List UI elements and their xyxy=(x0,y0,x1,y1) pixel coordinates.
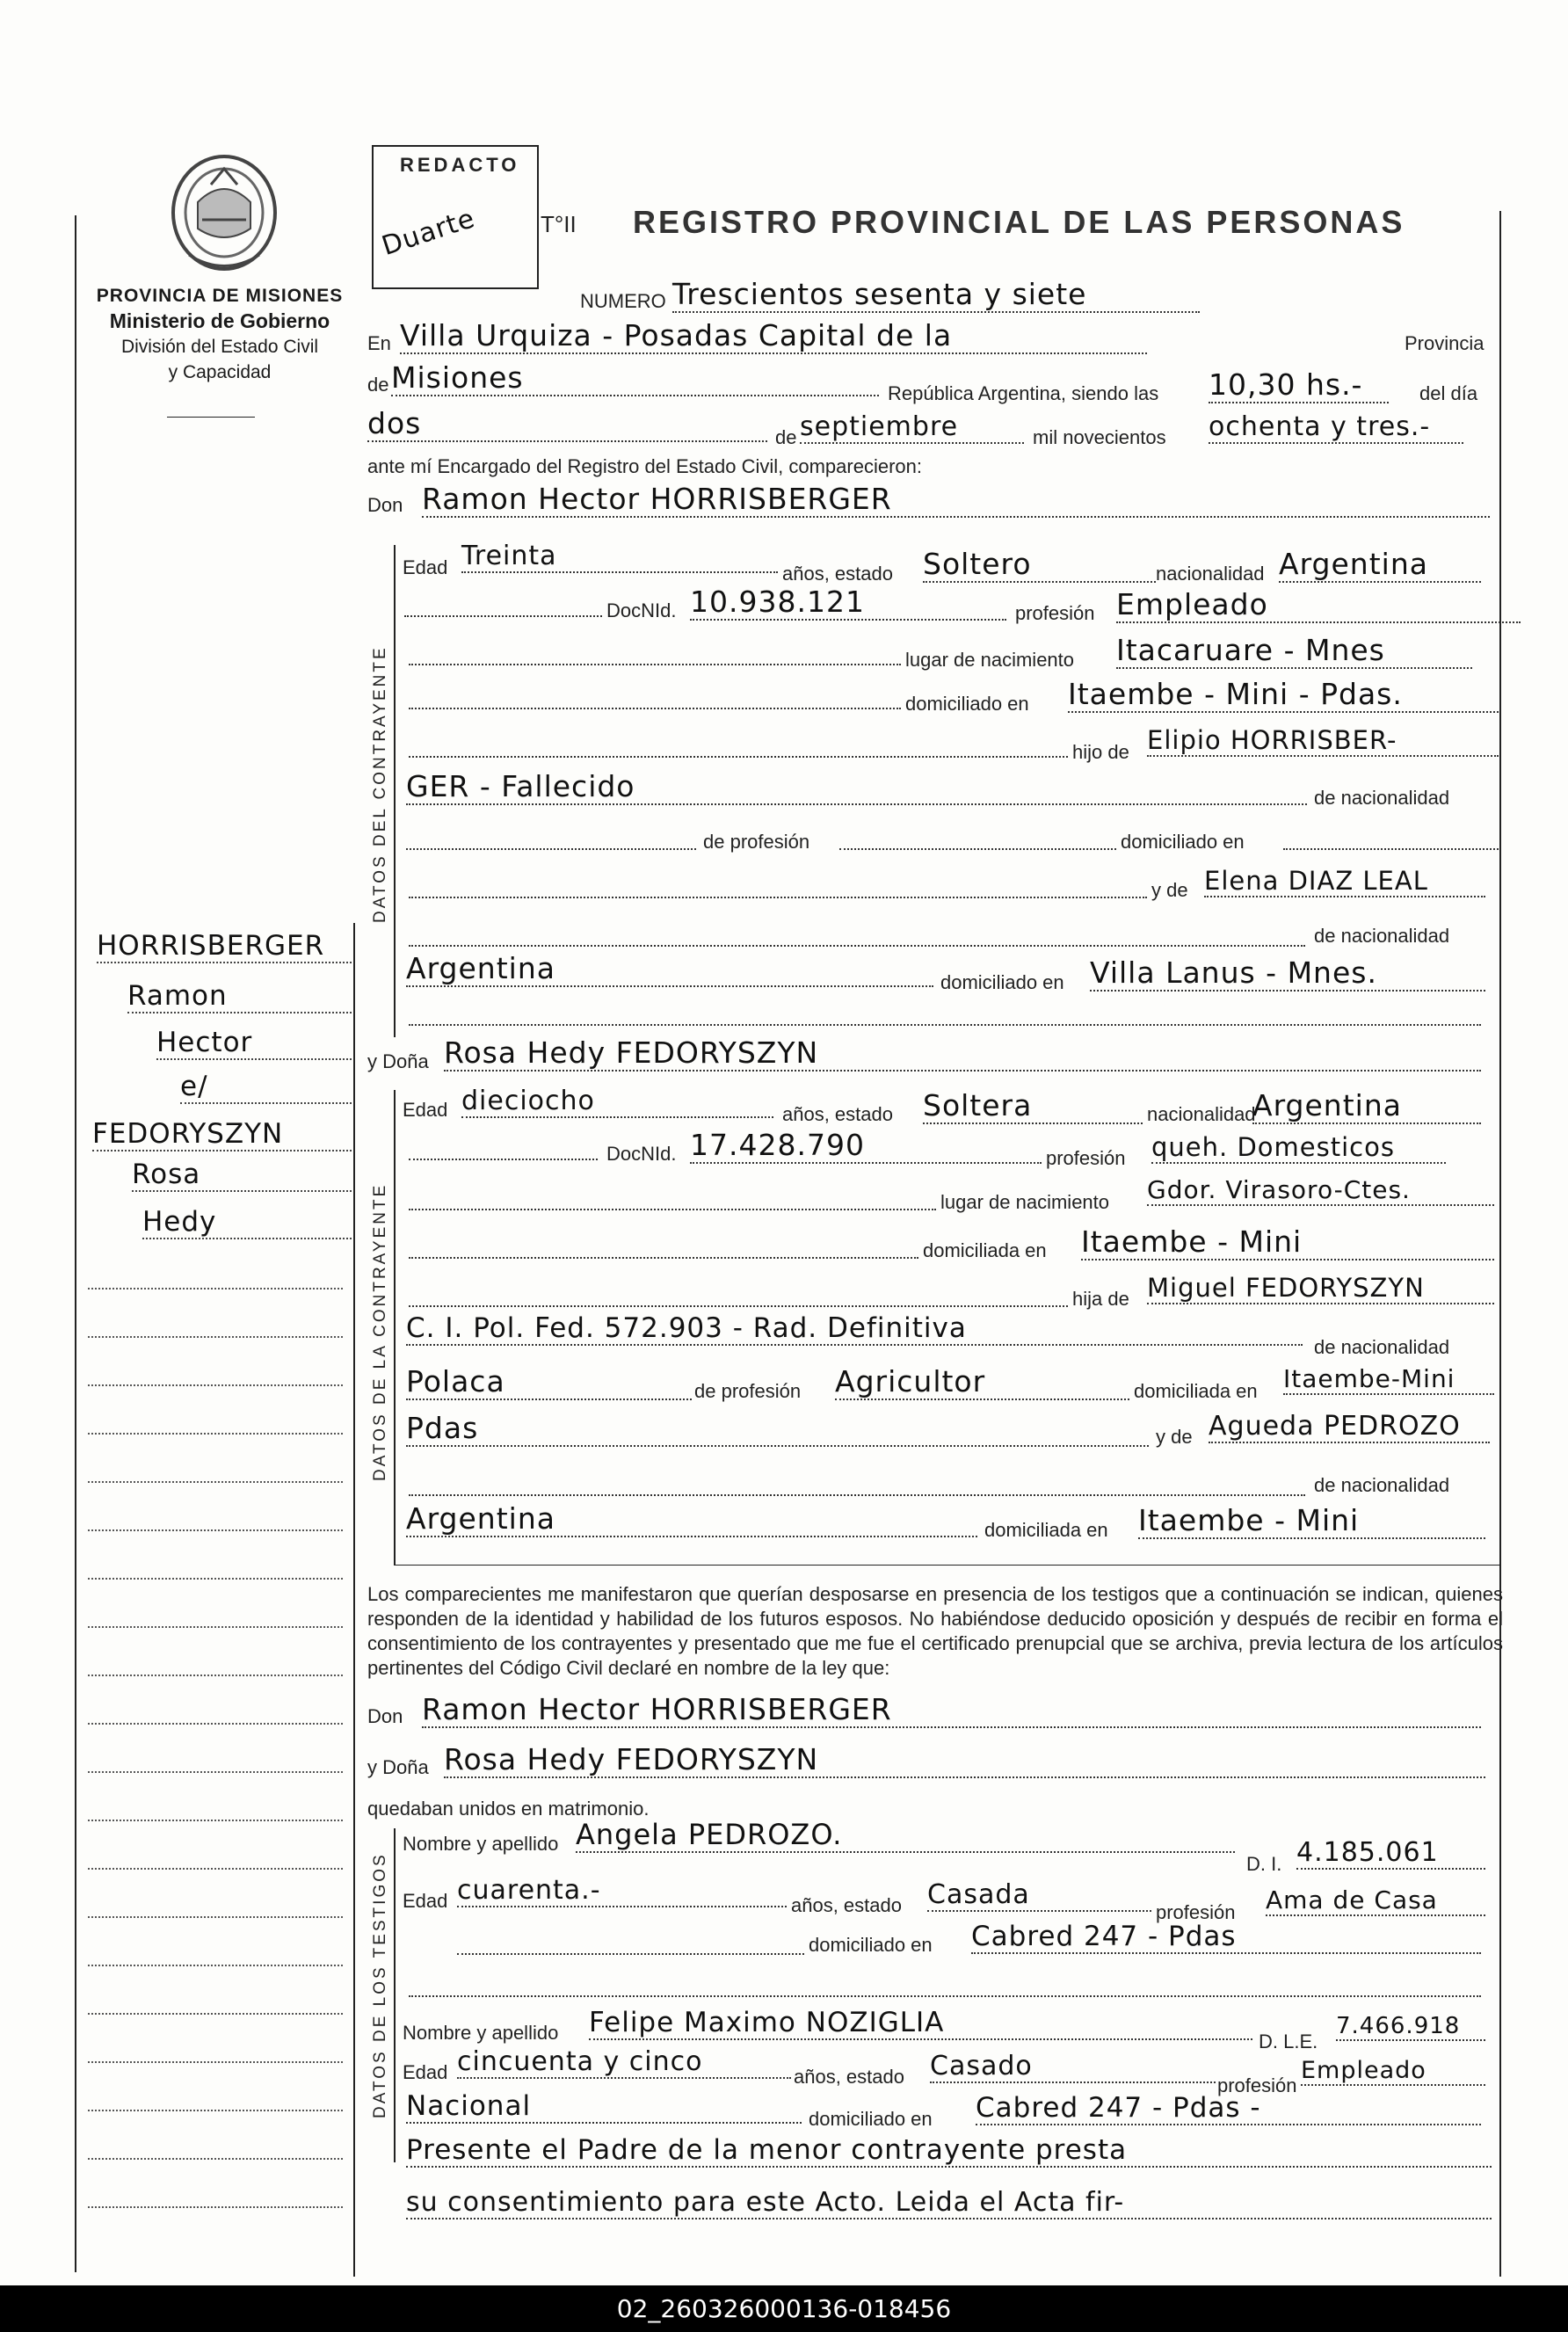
t2-di-value: 7.466.918 xyxy=(1336,2013,1485,2041)
decl-don-label: Don xyxy=(367,1705,403,1727)
c-padre-prof-line-start xyxy=(406,848,696,850)
hora-value: 10,30 hs.- xyxy=(1209,367,1389,403)
f-madre-value: Agueda PEDROZO xyxy=(1209,1411,1490,1443)
c-madre-nac-label: de nacionalidad xyxy=(1314,925,1450,947)
redacto-box xyxy=(372,145,539,289)
f-domicilio-label: domiciliada en xyxy=(923,1239,1047,1261)
en-value: Villa Urquiza - Posadas Capital de la xyxy=(400,318,1147,354)
f-section-bottom-rule xyxy=(394,1565,1499,1566)
t2-nombre-value: Felipe Maximo NOZIGLIA xyxy=(589,2007,1252,2040)
f-profesion-label: profesión xyxy=(1046,1147,1126,1169)
margin-line xyxy=(88,2158,343,2160)
de-label: de xyxy=(367,374,389,396)
decl-dona-value: Rosa Hedy FEDORYSZYN xyxy=(444,1742,1485,1778)
t1-edad-value: cuarenta.- xyxy=(457,1875,787,1907)
c-madre-dom-value: Villa Lanus - Mnes. xyxy=(1090,955,1485,992)
en-label: En xyxy=(367,332,391,354)
f-edad-label: Edad xyxy=(403,1099,448,1121)
c-padre-prof-line xyxy=(839,848,1116,850)
c-domicilio-value: Itaembe - Mini - Pdas. xyxy=(1068,677,1499,713)
contrayente-f-bracket xyxy=(394,1090,396,1565)
f-profesion-value: queh. Domesticos xyxy=(1151,1132,1446,1164)
redacto-name: Duarte xyxy=(378,203,479,262)
testigos-bracket xyxy=(394,1828,396,2162)
contrayente-f-section-label: DATOS DE LA CONTRAYENTE xyxy=(371,1182,389,1481)
republica-label: República Argentina, siendo las xyxy=(888,382,1159,404)
c-hijo-line-start xyxy=(409,756,1068,758)
c-madre-nac-line xyxy=(409,945,1305,947)
t1-domicilio-value: Cabred 247 - Pdas xyxy=(971,1921,1481,1954)
t2-domicilio-label: domiciliado en xyxy=(809,2108,933,2130)
margin-line xyxy=(88,1820,343,1821)
mil-label: mil novecientos xyxy=(1033,426,1166,448)
c-lugar-line-start xyxy=(409,664,901,665)
f-lugar-label: lugar de nacimiento xyxy=(940,1191,1110,1213)
c-y-de-label: y de xyxy=(1151,879,1188,901)
margin-line xyxy=(88,1529,343,1531)
margin-line xyxy=(88,2206,343,2208)
c-anios-label: años, estado xyxy=(782,563,893,585)
del-dia-label: del día xyxy=(1419,382,1478,404)
f-lugar-line-start xyxy=(409,1209,936,1210)
don-value: Ramon Hector HORRISBERGER xyxy=(422,482,1490,518)
c-madre-dom-label: domiciliado en xyxy=(940,971,1064,993)
c-edad-value: Treinta xyxy=(461,541,778,573)
t1-blank-line xyxy=(409,1995,1481,1997)
testigos-section-label: DATOS DE LOS TESTIGOS xyxy=(371,1852,389,2118)
c-padre-dom-label: domiciliado en xyxy=(1121,831,1245,853)
t1-di-value: 4.185.061 xyxy=(1296,1837,1485,1870)
c-padre-dom-line xyxy=(1283,848,1499,850)
decl-don-value: Ramon Hector HORRISBERGER xyxy=(422,1692,1481,1728)
f-estado-value: Soltera xyxy=(923,1088,1143,1124)
margin-line xyxy=(88,1384,343,1386)
f-hija-label: hija de xyxy=(1072,1288,1129,1310)
t2-profesion-value-2: Nacional xyxy=(406,2090,802,2124)
c-padre-value-2: GER - Fallecido xyxy=(406,769,1307,805)
registry-title: REGISTRO PROVINCIAL DE LAS PERSONAS xyxy=(633,204,1405,240)
f-domicilio-value: Itaembe - Mini xyxy=(1081,1224,1494,1260)
f-doc-line-start xyxy=(409,1159,598,1160)
t1-dom-line-start xyxy=(457,1953,804,1955)
c-doc-line-start xyxy=(404,615,602,617)
f-madre-dom-label: domiciliada en xyxy=(984,1519,1108,1541)
margin-line xyxy=(88,2061,343,2063)
f-y-dona-label: y Doña xyxy=(367,1050,429,1072)
mes-value: septiembre xyxy=(800,411,1024,444)
f-y-de-label: y de xyxy=(1156,1426,1193,1448)
f-padre-dom-label: domiciliada en xyxy=(1134,1380,1258,1402)
t2-domicilio-value: Cabred 247 - Pdas - xyxy=(976,2092,1481,2125)
c-madre-line-start xyxy=(409,897,1147,898)
t2-anios-label: años, estado xyxy=(794,2066,904,2088)
t2-edad-label: Edad xyxy=(403,2061,448,2083)
c-dom-line-start xyxy=(409,708,901,709)
t2-profesion-value: Empleado xyxy=(1301,2057,1485,2086)
contrayente-bracket xyxy=(394,545,396,1037)
margin-name-3: Hector xyxy=(156,1027,352,1060)
anio-value: ochenta y tres.- xyxy=(1209,411,1463,444)
margin-line xyxy=(88,2110,343,2111)
margin-line xyxy=(88,1771,343,1773)
right-border-line xyxy=(1499,211,1501,2277)
margin-line xyxy=(88,1965,343,1966)
t2-profesion-label: profesión xyxy=(1217,2074,1297,2096)
province-line-2: Ministerio de Gobierno xyxy=(109,309,330,332)
c-padre-prof-label: de profesión xyxy=(703,831,810,853)
provincial-seal-icon xyxy=(163,149,286,281)
f-madre-nac-value: Argentina xyxy=(406,1501,977,1537)
center-divider-line xyxy=(353,923,355,2277)
f-padre-dom-value-1: Itaembe-Mini xyxy=(1283,1364,1494,1395)
f-dom-line-start xyxy=(409,1257,918,1259)
f-padre-value: Miguel FEDORYSZYN xyxy=(1147,1273,1494,1304)
f-anios-label: años, estado xyxy=(782,1103,893,1125)
t1-estado-value: Casada xyxy=(927,1879,1151,1912)
f-nacionalidad-value: Argentina xyxy=(1252,1088,1481,1124)
margin-line xyxy=(88,1723,343,1725)
t1-domicilio-label: domiciliado en xyxy=(809,1934,933,1956)
margin-name-2: Ramon xyxy=(127,980,352,1013)
margin-line xyxy=(88,1433,343,1435)
declaracion-text: Los comparecientes me manifestaron que querían desposarse en presencia de los testigos que a continuación se indican, quienes responden de la identidad y habilidad de los futuros esposos. No habiéndose deducido oposición y después de recibir en forma el consentimiento de los contrayentes y presentado que me fue el certificado prenupcial que se archiva, previa lectura de los artículos pertinentes del Código Civil declaré en nombre de la ley que: xyxy=(367,1583,1503,1679)
de2-label: de xyxy=(775,426,797,448)
margin-name-1: HORRISBERGER xyxy=(97,930,352,963)
f-doc-label: DocNId. xyxy=(606,1143,677,1165)
margin-line xyxy=(88,1675,343,1676)
f-padre-dom-value-2: Pdas xyxy=(406,1411,1149,1447)
t2-edad-value: cincuenta y cinco xyxy=(457,2046,791,2079)
c-lugar-label: lugar de nacimiento xyxy=(905,649,1075,671)
f-edad-value: dieciocho xyxy=(461,1086,773,1118)
t1-profesion-label: profesión xyxy=(1156,1901,1236,1923)
margin-line xyxy=(88,1916,343,1918)
c-profesion-value: Empleado xyxy=(1116,587,1521,623)
tomo-label: T°II xyxy=(541,211,577,237)
don-label: Don xyxy=(367,494,403,516)
de-value: Misiones xyxy=(391,360,879,396)
f-lugar-value: Gdor. Virasoro-Ctes. xyxy=(1147,1175,1494,1206)
margin-line xyxy=(88,1481,343,1483)
t1-di-label: D. I. xyxy=(1246,1853,1282,1875)
f-nacionalidad-label: nacionalidad xyxy=(1147,1103,1256,1125)
c-lugar-value: Itacaruare - Mnes xyxy=(1116,633,1472,669)
ante-text: ante mí Encargado del Registro del Estado Civil, comparecieron: xyxy=(367,455,922,477)
t1-edad-label: Edad xyxy=(403,1890,448,1912)
c-doc-value: 10.938.121 xyxy=(690,585,1006,621)
f-padre-prof-label: de profesión xyxy=(694,1380,802,1402)
c-blank-line xyxy=(409,1024,1481,1026)
province-line-1: PROVINCIA DE MISIONES xyxy=(96,286,344,306)
margin-name-4: e/ xyxy=(180,1071,352,1104)
margin-name-7: Hedy xyxy=(142,1206,352,1239)
margin-line xyxy=(88,1578,343,1580)
redacto-label: REDACTO xyxy=(400,154,520,176)
t1-nombre-label: Nombre y apellido xyxy=(403,1833,559,1855)
t2-nombre-label: Nombre y apellido xyxy=(403,2022,559,2044)
contrayente-section-label: DATOS DEL CONTRAYENTE xyxy=(371,645,389,923)
margin-line xyxy=(88,2013,343,2015)
province-line-4: y Capacidad xyxy=(168,362,272,382)
c-domicilio-label: domiciliado en xyxy=(905,693,1029,715)
t1-anios-label: años, estado xyxy=(791,1894,902,1916)
margin-name-5: FEDORYSZYN xyxy=(92,1118,352,1151)
f-padre-prof-value: Agricultor xyxy=(835,1364,1129,1400)
decl-dona-label: y Doña xyxy=(367,1756,429,1778)
left-border-line xyxy=(75,215,76,2272)
province-line-3: División del Estado Civil xyxy=(120,337,319,357)
margin-line xyxy=(88,1868,343,1870)
margin-line xyxy=(88,1336,343,1338)
f-hija-line-start xyxy=(409,1305,1068,1307)
f-padre-nac-label: de nacionalidad xyxy=(1314,1336,1450,1358)
margin-line xyxy=(88,1626,343,1628)
f-madre-nac-line xyxy=(409,1494,1305,1496)
c-doc-label: DocNId. xyxy=(606,599,677,621)
provincia-label: Provincia xyxy=(1405,332,1485,354)
province-divider xyxy=(167,417,255,418)
f-padre-doc-value: C. I. Pol. Fed. 572.903 - Rad. Definitiva xyxy=(406,1312,1303,1346)
margin-name-6: Rosa xyxy=(132,1159,352,1192)
f-doc-value: 17.428.790 xyxy=(690,1128,1042,1164)
scan-footer-code: 02_260326000136-018456 xyxy=(0,2285,1568,2332)
nota-line-1: Presente el Padre de la menor contrayente presta xyxy=(406,2134,1492,2168)
t2-di-label: D. L.E. xyxy=(1259,2031,1318,2052)
decl-quedaban: quedaban unidos en matrimonio. xyxy=(367,1798,650,1820)
province-heading xyxy=(83,283,356,385)
c-padre-value-1: Elipio HORRISBER- xyxy=(1147,725,1499,757)
f-nombre-value: Rosa Hedy FEDORYSZYN xyxy=(444,1035,1481,1072)
numero-label: NUMERO xyxy=(580,290,666,312)
c-edad-label: Edad xyxy=(403,556,448,578)
t2-estado-value: Casado xyxy=(930,2051,1216,2083)
c-madre-value: Elena DIAZ LEAL xyxy=(1204,866,1485,897)
nota-line-2: su consentimiento para este Acto. Leida el Acta fir- xyxy=(406,2187,1492,2219)
t1-nombre-value: Angela PEDROZO. xyxy=(576,1818,1235,1853)
f-padre-nac-value: Polaca xyxy=(406,1364,692,1400)
dia-value: dos xyxy=(367,406,767,442)
numero-value: Trescientos sesenta y siete xyxy=(672,277,1200,313)
c-padre-nac-label: de nacionalidad xyxy=(1314,787,1450,809)
f-madre-nac-label: de nacionalidad xyxy=(1314,1474,1450,1496)
f-madre-dom-value: Itaembe - Mini xyxy=(1138,1503,1485,1539)
c-estado-value: Soltero xyxy=(923,547,1156,583)
c-madre-nac-value: Argentina xyxy=(406,951,933,987)
t1-profesion-value: Ama de Casa xyxy=(1266,1885,1485,1916)
c-nacionalidad-value: Argentina xyxy=(1279,547,1481,583)
margin-line xyxy=(88,1288,343,1290)
c-hijo-label: hijo de xyxy=(1072,741,1129,763)
c-nacionalidad-label: nacionalidad xyxy=(1156,563,1265,585)
c-profesion-label: profesión xyxy=(1015,602,1095,624)
